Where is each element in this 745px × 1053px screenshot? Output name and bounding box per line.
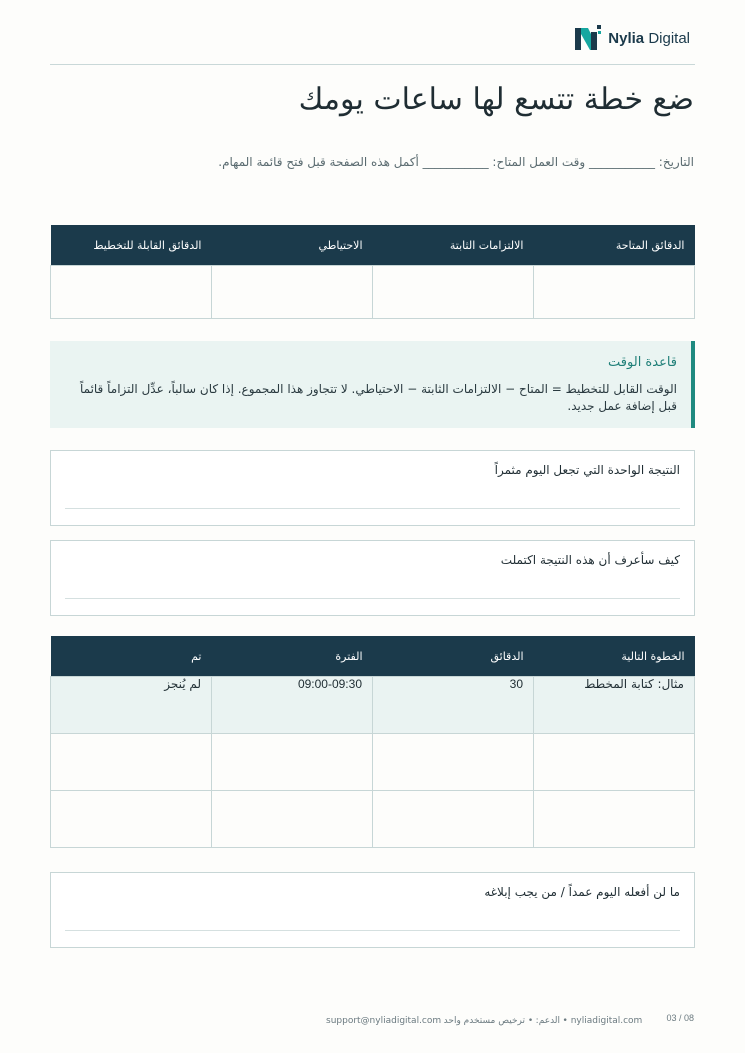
table-cell[interactable] bbox=[373, 791, 534, 848]
support-label: الدعم: bbox=[535, 1016, 561, 1026]
time-budget-table bbox=[50, 225, 695, 319]
license-text: ترخيص مستخدم واحد bbox=[443, 1016, 525, 1026]
outcome-field[interactable] bbox=[50, 450, 695, 526]
column-header: الالتزامات الثابتة bbox=[373, 225, 534, 266]
table-cell[interactable] bbox=[51, 734, 212, 791]
table-cell: لم يُنجز bbox=[51, 677, 212, 734]
table-header-row bbox=[51, 225, 695, 266]
table-cell[interactable] bbox=[534, 791, 695, 848]
brand-logo bbox=[572, 22, 690, 54]
table-cell: 30 bbox=[373, 677, 534, 734]
table-cell[interactable] bbox=[212, 266, 373, 319]
nylia-logo-icon bbox=[572, 22, 604, 54]
table-row bbox=[51, 791, 695, 848]
header-divider bbox=[50, 64, 695, 65]
table-cell[interactable] bbox=[51, 791, 212, 848]
brand-name: Nylia Digital bbox=[608, 29, 690, 47]
writing-line bbox=[65, 598, 680, 599]
table-cell[interactable] bbox=[373, 266, 534, 319]
table-cell[interactable] bbox=[534, 734, 695, 791]
field-label: ما لن أفعله اليوم عمداً / من يجب إبلاغه bbox=[484, 885, 680, 899]
callout-title: قاعدة الوقت bbox=[608, 355, 677, 370]
support-email[interactable]: support@nyliadigital.com bbox=[326, 1016, 442, 1026]
writing-line bbox=[65, 930, 680, 931]
column-header: تم bbox=[51, 636, 212, 677]
column-header: الخطوة التالية bbox=[534, 636, 695, 677]
next-steps-table bbox=[50, 636, 695, 848]
table-cell: 09:00-09:30 bbox=[212, 677, 373, 734]
table-cell[interactable] bbox=[534, 266, 695, 319]
column-header: الدقائق المتاحة bbox=[534, 225, 695, 266]
site-link[interactable]: nyliadigital.com bbox=[570, 1016, 643, 1026]
field-label: النتيجة الواحدة التي تجعل اليوم مثمراً bbox=[494, 463, 680, 477]
footer-separator: • bbox=[562, 1016, 571, 1026]
column-header: الدقائق القابلة للتخطيط bbox=[51, 225, 212, 266]
table-cell[interactable] bbox=[373, 734, 534, 791]
callout-body: الوقت القابل للتخطيط = المتاح − الالتزامات الثابتة − الاحتياطي. لا تتجاوز هذا المجموع. إذا كان سالباً، عدِّل التزاماً قائماً قبل إضافة عمل جديد. bbox=[79, 382, 677, 413]
table-row bbox=[51, 266, 695, 319]
field-label: كيف سأعرف أن هذه النتيجة اكتملت bbox=[500, 553, 680, 567]
page-title: ضع خطة تتسع لها ساعات يومك bbox=[298, 82, 694, 117]
column-header: الاحتياطي bbox=[212, 225, 373, 266]
table-row-example bbox=[51, 677, 695, 734]
meta-line: التاريخ: ___________ وقت العمل المتاح: ___________ أكمل هذه الصفحة قبل فتح قائمة المهام. bbox=[218, 155, 694, 169]
column-header: الدقائق bbox=[373, 636, 534, 677]
table-cell: مثال: كتابة المخطط bbox=[534, 677, 695, 734]
page-number: 03 / 08 bbox=[666, 1013, 694, 1023]
not-doing-field[interactable] bbox=[50, 872, 695, 948]
table-cell[interactable] bbox=[212, 791, 373, 848]
table-cell[interactable] bbox=[51, 266, 212, 319]
footer-separator: • bbox=[524, 1016, 534, 1026]
time-rule-callout bbox=[50, 341, 695, 428]
done-criteria-field[interactable] bbox=[50, 540, 695, 616]
table-header-row bbox=[51, 636, 695, 677]
table-cell[interactable] bbox=[212, 734, 373, 791]
footer-text bbox=[326, 1015, 642, 1026]
column-header: الفترة bbox=[212, 636, 373, 677]
table-row bbox=[51, 734, 695, 791]
writing-line bbox=[65, 508, 680, 509]
